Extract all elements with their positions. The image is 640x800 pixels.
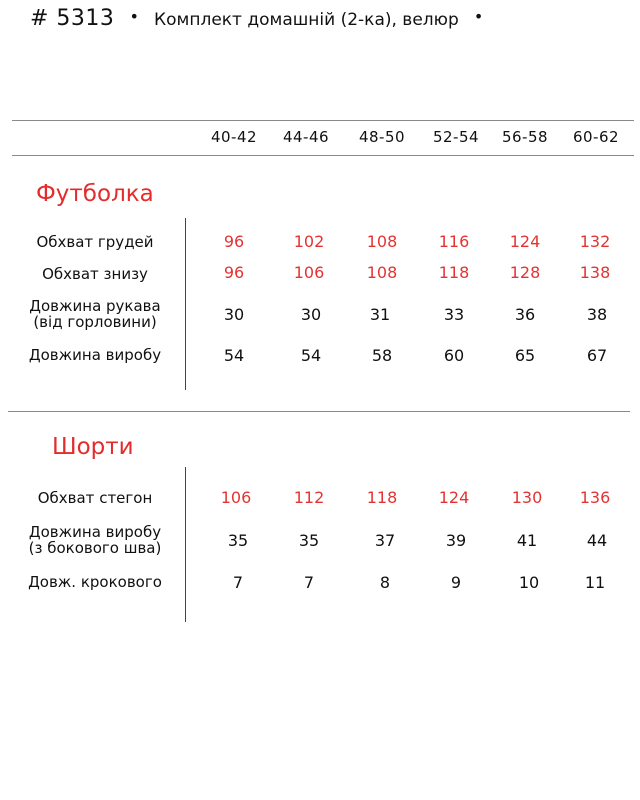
size-header: 44-46 bbox=[282, 128, 330, 146]
table-cell: 7 bbox=[303, 573, 315, 592]
table-cell: 118 bbox=[366, 488, 398, 507]
table-cell: 33 bbox=[443, 305, 465, 324]
table-cell: 58 bbox=[371, 346, 393, 365]
table-cell: 41 bbox=[516, 531, 538, 550]
table-cell: 44 bbox=[586, 531, 608, 550]
section-title-tshirt: Футболка bbox=[36, 181, 154, 207]
row-label: Довжина виробу (з бокового шва) bbox=[28, 523, 162, 557]
row-label: Обхват стегон bbox=[37, 489, 153, 507]
section-separator bbox=[8, 411, 630, 412]
separator-dot: • bbox=[129, 7, 139, 26]
row-label: Обхват грудей bbox=[36, 233, 154, 251]
table-cell: 132 bbox=[579, 232, 611, 251]
table-cell: 31 bbox=[369, 305, 391, 324]
table-cell: 9 bbox=[450, 573, 462, 592]
section-divider-vertical bbox=[185, 467, 186, 622]
table-cell: 30 bbox=[300, 305, 322, 324]
size-header: 48-50 bbox=[358, 128, 406, 146]
table-cell: 102 bbox=[293, 232, 325, 251]
table-cell: 124 bbox=[438, 488, 470, 507]
table-cell: 35 bbox=[298, 531, 320, 550]
table-cell: 67 bbox=[586, 346, 608, 365]
section-title-shorts: Шорти bbox=[52, 434, 134, 460]
row-label: Довжина рукава (від горловини) bbox=[29, 297, 161, 331]
table-cell: 116 bbox=[438, 232, 470, 251]
size-header: 60-62 bbox=[572, 128, 620, 146]
table-cell: 54 bbox=[300, 346, 322, 365]
trailing-dot: • bbox=[473, 7, 484, 26]
row-label: Обхват знизу bbox=[42, 265, 148, 283]
table-cell: 54 bbox=[223, 346, 245, 365]
table-cell: 130 bbox=[511, 488, 543, 507]
row-label: Довж. крокового bbox=[28, 573, 162, 591]
table-cell: 7 bbox=[232, 573, 244, 592]
table-cell: 136 bbox=[579, 488, 611, 507]
table-cell: 30 bbox=[223, 305, 245, 324]
table-cell: 108 bbox=[366, 232, 398, 251]
size-header: 56-58 bbox=[501, 128, 549, 146]
table-cell: 39 bbox=[445, 531, 467, 550]
table-cell: 10 bbox=[518, 573, 540, 592]
section-divider-vertical bbox=[185, 218, 186, 390]
table-cell: 108 bbox=[366, 263, 398, 282]
size-header: 40-42 bbox=[210, 128, 258, 146]
table-cell: 37 bbox=[374, 531, 396, 550]
page-title bbox=[30, 6, 493, 31]
table-cell: 11 bbox=[584, 573, 606, 592]
row-label: Довжина виробу bbox=[28, 346, 162, 364]
table-cell: 8 bbox=[379, 573, 391, 592]
table-cell: 65 bbox=[514, 346, 536, 365]
table-cell: 36 bbox=[514, 305, 536, 324]
product-code: # 5313 bbox=[30, 6, 115, 31]
table-cell: 112 bbox=[293, 488, 325, 507]
table-cell: 124 bbox=[509, 232, 541, 251]
table-cell: 60 bbox=[443, 346, 465, 365]
size-header-top-divider bbox=[12, 120, 634, 121]
table-cell: 96 bbox=[223, 232, 245, 251]
table-cell: 38 bbox=[586, 305, 608, 324]
size-header: 52-54 bbox=[432, 128, 480, 146]
table-cell: 96 bbox=[223, 263, 245, 282]
size-header-bottom-divider bbox=[12, 155, 634, 156]
table-cell: 106 bbox=[293, 263, 325, 282]
table-cell: 128 bbox=[509, 263, 541, 282]
table-cell: 35 bbox=[227, 531, 249, 550]
table-cell: 106 bbox=[220, 488, 252, 507]
product-name: Комплект домашній (2-ка), велюр bbox=[154, 10, 459, 30]
table-cell: 118 bbox=[438, 263, 470, 282]
table-cell: 138 bbox=[579, 263, 611, 282]
